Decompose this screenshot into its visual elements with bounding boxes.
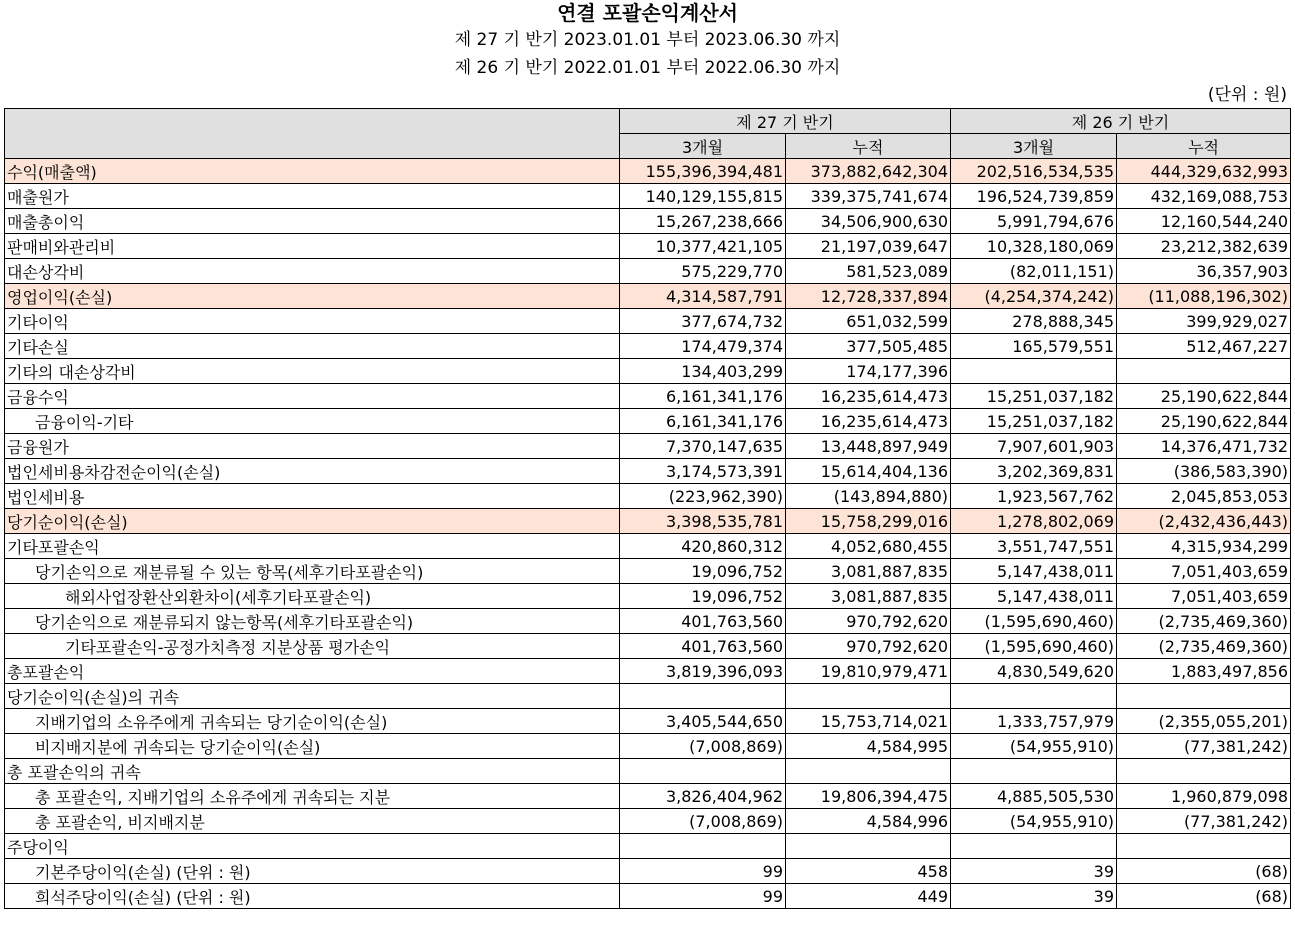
value-prior-3m: 5,991,794,676 (951, 209, 1117, 234)
value-prior-cum: 7,051,403,659 (1117, 584, 1291, 609)
value-prior-cum: (386,583,390) (1117, 459, 1291, 484)
value-prior-cum: 4,315,934,299 (1117, 534, 1291, 559)
table-row (5, 784, 1291, 809)
value-prior-3m: 5,147,438,011 (951, 559, 1117, 584)
value-current-3m: (7,008,869) (620, 809, 786, 834)
account-name: 매출원가 (5, 184, 620, 209)
value-current-cum: 449 (786, 884, 951, 909)
value-current-3m: 3,826,404,962 (620, 784, 786, 809)
value-current-3m: 4,314,587,791 (620, 284, 786, 309)
account-name: 주당이익 (5, 834, 620, 859)
value-current-3m: 401,763,560 (620, 609, 786, 634)
table-row (5, 859, 1291, 884)
value-prior-cum: (11,088,196,302) (1117, 284, 1291, 309)
value-prior-3m: 15,251,037,182 (951, 384, 1117, 409)
value-current-cum: 651,032,599 (786, 309, 951, 334)
table-row (5, 359, 1291, 384)
table-row (5, 484, 1291, 509)
value-current-cum: 581,523,089 (786, 259, 951, 284)
value-current-3m: 7,370,147,635 (620, 434, 786, 459)
value-prior-3m: 3,551,747,551 (951, 534, 1117, 559)
value-current-3m (620, 684, 786, 709)
value-prior-3m (951, 684, 1117, 709)
table-row (5, 409, 1291, 434)
value-current-cum: 339,375,741,674 (786, 184, 951, 209)
value-current-cum: 13,448,897,949 (786, 434, 951, 459)
account-name: 기타이익 (5, 309, 620, 334)
value-prior-3m: 7,907,601,903 (951, 434, 1117, 459)
sub-header-prior-3m: 3개월 (951, 134, 1117, 159)
account-name: 지배기업의 소유주에게 귀속되는 당기순이익(손실) (5, 709, 620, 734)
value-prior-3m: (4,254,374,242) (951, 284, 1117, 309)
table-row (5, 609, 1291, 634)
value-prior-cum: (77,381,242) (1117, 734, 1291, 759)
account-name: 기타손실 (5, 334, 620, 359)
table-row (5, 759, 1291, 784)
value-current-cum: 19,810,979,471 (786, 659, 951, 684)
value-current-cum: 373,882,642,304 (786, 159, 951, 184)
table-row (5, 534, 1291, 559)
value-current-3m: 99 (620, 884, 786, 909)
value-current-cum: 3,081,887,835 (786, 559, 951, 584)
value-prior-cum: 444,329,632,993 (1117, 159, 1291, 184)
table-row (5, 834, 1291, 859)
value-prior-3m: (54,955,910) (951, 809, 1117, 834)
account-name: 희석주당이익(손실) (단위 : 원) (5, 884, 620, 909)
table-row (5, 184, 1291, 209)
group-header-prior: 제 26 기 반기 (951, 109, 1291, 134)
account-name: 금융수익 (5, 384, 620, 409)
account-name: 기본주당이익(손실) (단위 : 원) (5, 859, 620, 884)
table-row (5, 659, 1291, 684)
statement-header (0, 0, 1295, 82)
value-prior-cum (1117, 359, 1291, 384)
value-prior-3m (951, 759, 1117, 784)
value-current-cum: 3,081,887,835 (786, 584, 951, 609)
value-current-3m: 19,096,752 (620, 584, 786, 609)
account-name: 당기손익으로 재분류될 수 있는 항목(세후기타포괄손익) (5, 559, 620, 584)
value-current-3m: 140,129,155,815 (620, 184, 786, 209)
value-prior-cum: 432,169,088,753 (1117, 184, 1291, 209)
value-prior-cum: 12,160,544,240 (1117, 209, 1291, 234)
unit-label: (단위 : 원) (1207, 85, 1287, 105)
value-prior-cum: 36,357,903 (1117, 259, 1291, 284)
value-prior-3m: 1,333,757,979 (951, 709, 1117, 734)
table-row (5, 734, 1291, 759)
value-current-cum: 15,614,404,136 (786, 459, 951, 484)
value-prior-3m: 278,888,345 (951, 309, 1117, 334)
value-current-cum (786, 834, 951, 859)
statement-title: 연결 포괄손익계산서 (557, 1, 738, 25)
value-current-3m: 401,763,560 (620, 634, 786, 659)
account-name: 총 포괄손익, 지배기업의 소유주에게 귀속되는 지분 (5, 784, 620, 809)
value-current-3m: 155,396,394,481 (620, 159, 786, 184)
value-prior-cum (1117, 834, 1291, 859)
table-row (5, 884, 1291, 909)
value-prior-3m: (1,595,690,460) (951, 609, 1117, 634)
value-current-cum: 19,806,394,475 (786, 784, 951, 809)
prior-period: 제 26 기 반기 2022.01.01 부터 2022.06.30 까지 (454, 58, 841, 78)
value-prior-cum: (68) (1117, 859, 1291, 884)
account-name: 금융원가 (5, 434, 620, 459)
value-prior-cum: (2,432,436,443) (1117, 509, 1291, 534)
value-prior-cum: 23,212,382,639 (1117, 234, 1291, 259)
value-current-cum: 16,235,614,473 (786, 384, 951, 409)
value-prior-3m: 3,202,369,831 (951, 459, 1117, 484)
value-current-cum (786, 684, 951, 709)
sub-header-current-cum: 누적 (786, 134, 951, 159)
value-prior-cum: (77,381,242) (1117, 809, 1291, 834)
table-row (5, 584, 1291, 609)
value-prior-3m (951, 834, 1117, 859)
value-prior-3m: 4,830,549,620 (951, 659, 1117, 684)
account-name: 금융이익-기타 (5, 409, 620, 434)
value-prior-3m: 39 (951, 884, 1117, 909)
value-prior-cum (1117, 684, 1291, 709)
account-name: 당기손익으로 재분류되지 않는항목(세후기타포괄손익) (5, 609, 620, 634)
table-row (5, 259, 1291, 284)
value-prior-cum: 14,376,471,732 (1117, 434, 1291, 459)
value-current-cum: 15,753,714,021 (786, 709, 951, 734)
value-prior-3m: 10,328,180,069 (951, 234, 1117, 259)
value-current-3m (620, 759, 786, 784)
table-row (5, 809, 1291, 834)
value-prior-3m: 39 (951, 859, 1117, 884)
value-current-3m: 15,267,238,666 (620, 209, 786, 234)
account-name: 기타의 대손상각비 (5, 359, 620, 384)
income-statement-table (4, 108, 1291, 909)
value-current-cum: 970,792,620 (786, 609, 951, 634)
value-prior-3m: 202,516,534,535 (951, 159, 1117, 184)
value-prior-3m: (82,011,151) (951, 259, 1117, 284)
sub-header-current-3m: 3개월 (620, 134, 786, 159)
account-name: 총포괄손익 (5, 659, 620, 684)
table-row (5, 634, 1291, 659)
value-prior-cum: (2,735,469,360) (1117, 634, 1291, 659)
value-current-3m: 19,096,752 (620, 559, 786, 584)
value-current-cum: 21,197,039,647 (786, 234, 951, 259)
table-row (5, 559, 1291, 584)
sub-header-prior-cum: 누적 (1117, 134, 1291, 159)
table-row (5, 334, 1291, 359)
table-row (5, 384, 1291, 409)
account-name: 해외사업장환산외환차이(세후기타포괄손익) (5, 584, 620, 609)
value-prior-cum: (2,735,469,360) (1117, 609, 1291, 634)
value-prior-cum: 399,929,027 (1117, 309, 1291, 334)
account-name: 대손상각비 (5, 259, 620, 284)
value-current-3m: 10,377,421,105 (620, 234, 786, 259)
value-current-3m: (223,962,390) (620, 484, 786, 509)
value-prior-cum (1117, 759, 1291, 784)
account-name: 총 포괄손익, 비지배지분 (5, 809, 620, 834)
statement-body (5, 159, 1291, 909)
account-name: 기타포괄손익-공정가치측정 지분상품 평가손익 (5, 634, 620, 659)
value-prior-3m (951, 359, 1117, 384)
value-current-cum: 34,506,900,630 (786, 209, 951, 234)
account-name: 매출총이익 (5, 209, 620, 234)
table-row (5, 709, 1291, 734)
value-prior-3m: 1,923,567,762 (951, 484, 1117, 509)
value-prior-cum: (68) (1117, 884, 1291, 909)
value-current-3m: 6,161,341,176 (620, 409, 786, 434)
value-current-cum (786, 759, 951, 784)
table-row (5, 684, 1291, 709)
value-prior-cum: (2,355,055,201) (1117, 709, 1291, 734)
value-prior-3m: (54,955,910) (951, 734, 1117, 759)
value-current-3m: 174,479,374 (620, 334, 786, 359)
value-prior-cum: 1,960,879,098 (1117, 784, 1291, 809)
account-header (5, 109, 620, 159)
value-prior-cum: 512,467,227 (1117, 334, 1291, 359)
value-current-3m: 420,860,312 (620, 534, 786, 559)
value-current-3m (620, 834, 786, 859)
value-prior-3m: 4,885,505,530 (951, 784, 1117, 809)
value-prior-3m: 5,147,438,011 (951, 584, 1117, 609)
account-name: 영업이익(손실) (5, 284, 620, 309)
table-row (5, 509, 1291, 534)
value-current-cum: 12,728,337,894 (786, 284, 951, 309)
table-row (5, 434, 1291, 459)
value-current-3m: 575,229,770 (620, 259, 786, 284)
table-row (5, 284, 1291, 309)
account-name: 기타포괄손익 (5, 534, 620, 559)
table-row (5, 309, 1291, 334)
value-prior-3m: 196,524,739,859 (951, 184, 1117, 209)
account-name: 당기순이익(손실) (5, 509, 620, 534)
value-current-cum: 4,584,996 (786, 809, 951, 834)
value-current-3m: 134,403,299 (620, 359, 786, 384)
value-current-cum: 377,505,485 (786, 334, 951, 359)
value-current-cum: 4,052,680,455 (786, 534, 951, 559)
account-name: 수익(매출액) (5, 159, 620, 184)
group-header-row (5, 109, 1291, 134)
table-row (5, 209, 1291, 234)
value-current-cum: 970,792,620 (786, 634, 951, 659)
value-current-cum: 4,584,995 (786, 734, 951, 759)
value-prior-3m: 1,278,802,069 (951, 509, 1117, 534)
value-current-3m: 3,398,535,781 (620, 509, 786, 534)
value-current-3m: 3,819,396,093 (620, 659, 786, 684)
value-current-cum: 458 (786, 859, 951, 884)
value-current-3m: 6,161,341,176 (620, 384, 786, 409)
value-current-cum: 16,235,614,473 (786, 409, 951, 434)
account-name: 비지배지분에 귀속되는 당기순이익(손실) (5, 734, 620, 759)
value-current-cum: (143,894,880) (786, 484, 951, 509)
account-name: 법인세비용차감전순이익(손실) (5, 459, 620, 484)
current-period: 제 27 기 반기 2023.01.01 부터 2023.06.30 까지 (454, 30, 841, 50)
value-prior-cum: 25,190,622,844 (1117, 409, 1291, 434)
value-current-3m: (7,008,869) (620, 734, 786, 759)
account-name: 판매비와관리비 (5, 234, 620, 259)
account-name: 법인세비용 (5, 484, 620, 509)
value-current-cum: 15,758,299,016 (786, 509, 951, 534)
account-name: 당기순이익(손실)의 귀속 (5, 684, 620, 709)
value-prior-3m: 165,579,551 (951, 334, 1117, 359)
value-prior-cum: 2,045,853,053 (1117, 484, 1291, 509)
account-name: 총 포괄손익의 귀속 (5, 759, 620, 784)
table-row (5, 159, 1291, 184)
value-current-3m: 3,405,544,650 (620, 709, 786, 734)
value-current-3m: 99 (620, 859, 786, 884)
value-current-3m: 377,674,732 (620, 309, 786, 334)
value-prior-3m: (1,595,690,460) (951, 634, 1117, 659)
group-header-current: 제 27 기 반기 (620, 109, 951, 134)
value-current-3m: 3,174,573,391 (620, 459, 786, 484)
value-current-cum: 174,177,396 (786, 359, 951, 384)
table-row (5, 459, 1291, 484)
value-prior-cum: 7,051,403,659 (1117, 559, 1291, 584)
value-prior-3m: 15,251,037,182 (951, 409, 1117, 434)
value-prior-cum: 25,190,622,844 (1117, 384, 1291, 409)
table-row (5, 234, 1291, 259)
value-prior-cum: 1,883,497,856 (1117, 659, 1291, 684)
